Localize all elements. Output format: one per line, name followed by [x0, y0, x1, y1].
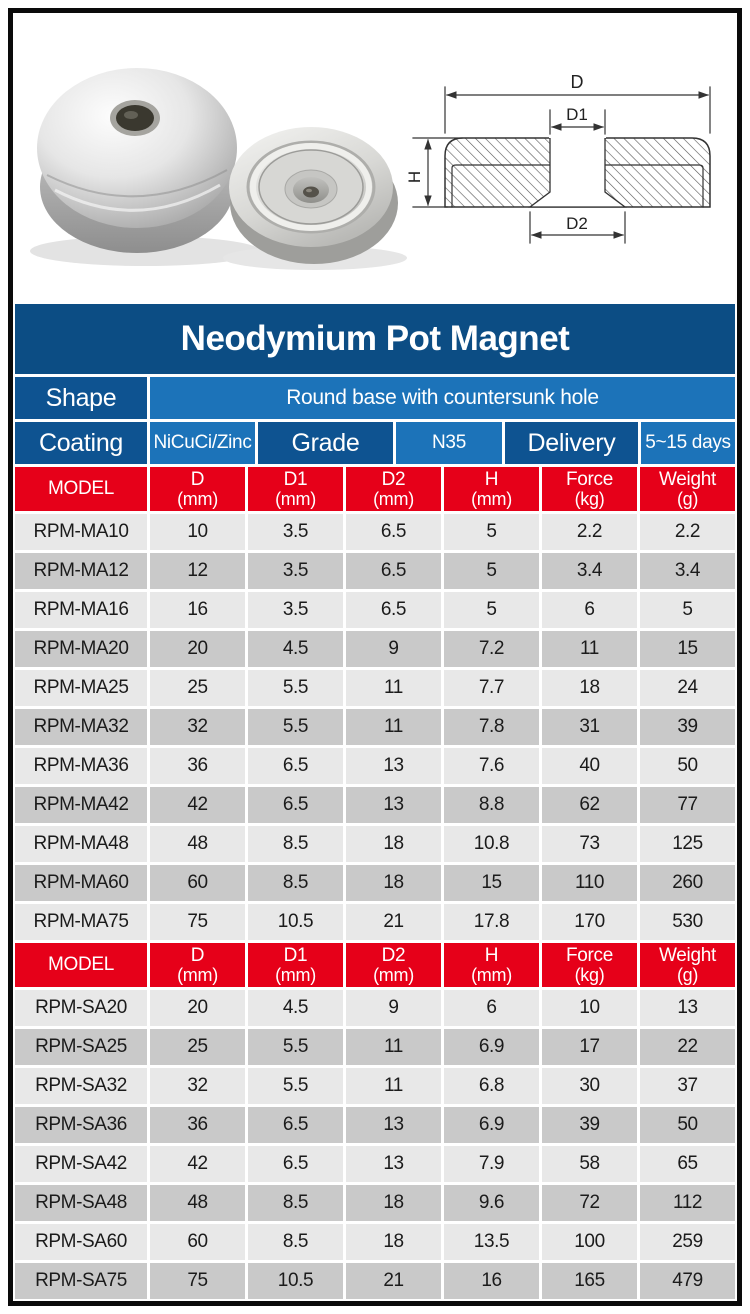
- value-cell: 10.5: [248, 904, 343, 940]
- value-cell: 21: [346, 1263, 441, 1299]
- dimension-label-d2: D2: [566, 214, 588, 233]
- value-cell: 11: [346, 670, 441, 706]
- dimension-label-h: H: [405, 170, 424, 184]
- column-header-line1: D1: [283, 945, 308, 967]
- model-cell: RPM-MA10: [15, 514, 147, 550]
- value-cell: 58: [542, 1146, 637, 1182]
- value-cell: 8.5: [248, 865, 343, 901]
- value-cell: 112: [640, 1185, 735, 1221]
- column-header: [542, 467, 637, 511]
- value-cell: 530: [640, 904, 735, 940]
- coating-label: Coating: [15, 422, 147, 464]
- value-cell: 7.6: [444, 748, 539, 784]
- model-cell: RPM-MA20: [15, 631, 147, 667]
- value-cell: 18: [346, 865, 441, 901]
- model-cell: RPM-MA48: [15, 826, 147, 862]
- value-cell: 5: [444, 592, 539, 628]
- model-cell: RPM-MA36: [15, 748, 147, 784]
- value-cell: 5.5: [248, 1068, 343, 1104]
- table-row: [15, 1029, 735, 1065]
- content-stack: [15, 304, 735, 1299]
- value-cell: 8.5: [248, 1224, 343, 1260]
- value-cell: 4.5: [248, 631, 343, 667]
- table-row: [15, 592, 735, 628]
- value-cell: 13: [346, 787, 441, 823]
- value-cell: 260: [640, 865, 735, 901]
- model-cell: RPM-SA75: [15, 1263, 147, 1299]
- value-cell: 77: [640, 787, 735, 823]
- model-cell: RPM-MA42: [15, 787, 147, 823]
- value-cell: 3.5: [248, 553, 343, 589]
- column-header-line1: D2: [381, 469, 406, 491]
- table-body-sa: [15, 990, 735, 1299]
- value-cell: 13: [346, 1146, 441, 1182]
- model-cell: RPM-SA25: [15, 1029, 147, 1065]
- value-cell: 11: [346, 1029, 441, 1065]
- column-header-line1: MODEL: [47, 478, 115, 500]
- value-cell: 42: [150, 787, 245, 823]
- model-cell: RPM-MA60: [15, 865, 147, 901]
- dimension-label-d1: D1: [566, 105, 588, 124]
- value-cell: 9: [346, 631, 441, 667]
- model-cell: RPM-SA32: [15, 1068, 147, 1104]
- column-header-line1: Force: [565, 469, 614, 491]
- value-cell: 2.2: [542, 514, 637, 550]
- pot-magnet-photo: [30, 68, 407, 270]
- value-cell: 8.5: [248, 1185, 343, 1221]
- spec-sheet: [8, 8, 742, 1306]
- value-cell: 39: [640, 709, 735, 745]
- value-cell: 6.5: [248, 787, 343, 823]
- value-cell: 18: [346, 826, 441, 862]
- column-header: [444, 467, 539, 511]
- value-cell: 17: [542, 1029, 637, 1065]
- model-cell: RPM-MA25: [15, 670, 147, 706]
- value-cell: 7.2: [444, 631, 539, 667]
- value-cell: 6.5: [346, 592, 441, 628]
- column-header-line1: D2: [381, 945, 406, 967]
- column-header: [542, 943, 637, 987]
- model-cell: RPM-MA32: [15, 709, 147, 745]
- value-cell: 37: [640, 1068, 735, 1104]
- value-cell: 170: [542, 904, 637, 940]
- value-cell: 11: [346, 1068, 441, 1104]
- value-cell: 30: [542, 1068, 637, 1104]
- table-header-ma: [15, 467, 735, 511]
- delivery-value: 5~15 days: [641, 422, 735, 464]
- table-row: [15, 990, 735, 1026]
- table-row: [15, 1224, 735, 1260]
- value-cell: 10.8: [444, 826, 539, 862]
- column-header-line1: H: [484, 945, 499, 967]
- value-cell: 13: [346, 748, 441, 784]
- value-cell: 7.7: [444, 670, 539, 706]
- column-header: [150, 943, 245, 987]
- value-cell: 18: [346, 1185, 441, 1221]
- value-cell: 48: [150, 1185, 245, 1221]
- value-cell: 259: [640, 1224, 735, 1260]
- value-cell: 62: [542, 787, 637, 823]
- value-cell: 75: [150, 1263, 245, 1299]
- value-cell: 2.2: [640, 514, 735, 550]
- value-cell: 32: [150, 709, 245, 745]
- column-header: [150, 467, 245, 511]
- value-cell: 6.8: [444, 1068, 539, 1104]
- model-cell: RPM-MA16: [15, 592, 147, 628]
- value-cell: 4.5: [248, 990, 343, 1026]
- value-cell: 3.5: [248, 514, 343, 550]
- value-cell: 479: [640, 1263, 735, 1299]
- cross-section-diagram: [405, 72, 710, 243]
- column-header-line2: (mm): [275, 488, 316, 509]
- column-header-line2: (mm): [373, 488, 414, 509]
- table-row: [15, 748, 735, 784]
- value-cell: 7.8: [444, 709, 539, 745]
- value-cell: 40: [542, 748, 637, 784]
- column-header-line1: D1: [283, 469, 308, 491]
- table-row: [15, 553, 735, 589]
- value-cell: 5: [640, 592, 735, 628]
- column-header-line1: D: [190, 469, 205, 491]
- large-pot-magnet: [37, 68, 237, 253]
- value-cell: 6.5: [346, 553, 441, 589]
- value-cell: 17.8: [444, 904, 539, 940]
- dimension-label-d: D: [570, 72, 584, 92]
- column-header-line2: (mm): [373, 964, 414, 985]
- shape-label: Shape: [15, 377, 147, 419]
- value-cell: 5.5: [248, 670, 343, 706]
- value-cell: 73: [542, 826, 637, 862]
- value-cell: 32: [150, 1068, 245, 1104]
- hero-graphic: [15, 15, 735, 301]
- grade-label: Grade: [258, 422, 393, 464]
- table-row: [15, 709, 735, 745]
- table-row: [15, 631, 735, 667]
- column-header: [15, 943, 147, 987]
- column-header-line1: D: [190, 945, 205, 967]
- value-cell: 36: [150, 748, 245, 784]
- value-cell: 21: [346, 904, 441, 940]
- value-cell: 11: [346, 709, 441, 745]
- value-cell: 18: [346, 1224, 441, 1260]
- column-header-line2: (mm): [275, 964, 316, 985]
- value-cell: 15: [444, 865, 539, 901]
- model-cell: RPM-SA42: [15, 1146, 147, 1182]
- column-header-line2: (g): [676, 964, 699, 985]
- table-row: [15, 826, 735, 862]
- value-cell: 72: [542, 1185, 637, 1221]
- value-cell: 25: [150, 670, 245, 706]
- value-cell: 9: [346, 990, 441, 1026]
- value-cell: 13: [640, 990, 735, 1026]
- coating-value: NiCuCi/Zinc: [150, 422, 255, 464]
- table-row: [15, 787, 735, 823]
- value-cell: 5.5: [248, 1029, 343, 1065]
- model-cell: RPM-SA48: [15, 1185, 147, 1221]
- value-cell: 6.9: [444, 1107, 539, 1143]
- value-cell: 20: [150, 990, 245, 1026]
- value-cell: 10.5: [248, 1263, 343, 1299]
- small-pot-magnet: [229, 127, 398, 264]
- value-cell: 16: [444, 1263, 539, 1299]
- value-cell: 110: [542, 865, 637, 901]
- value-cell: 13: [346, 1107, 441, 1143]
- table-row: [15, 1185, 735, 1221]
- value-cell: 3.4: [640, 553, 735, 589]
- value-cell: 50: [640, 1107, 735, 1143]
- column-header: [640, 943, 735, 987]
- table-row: [15, 904, 735, 940]
- value-cell: 165: [542, 1263, 637, 1299]
- column-header-line2: (mm): [471, 964, 512, 985]
- value-cell: 75: [150, 904, 245, 940]
- value-cell: 36: [150, 1107, 245, 1143]
- column-header: [346, 467, 441, 511]
- column-header-line2: (g): [676, 488, 699, 509]
- table-header-sa: [15, 943, 735, 987]
- value-cell: 13.5: [444, 1224, 539, 1260]
- shape-row: [15, 377, 735, 419]
- column-header: [15, 467, 147, 511]
- column-header-line1: Force: [565, 945, 614, 967]
- model-cell: RPM-SA20: [15, 990, 147, 1026]
- value-cell: 20: [150, 631, 245, 667]
- column-header-line1: H: [484, 469, 499, 491]
- value-cell: 100: [542, 1224, 637, 1260]
- column-header: [248, 943, 343, 987]
- model-cell: RPM-SA60: [15, 1224, 147, 1260]
- grade-value: N35: [396, 422, 502, 464]
- table-body-ma: [15, 514, 735, 940]
- value-cell: 15: [640, 631, 735, 667]
- column-header: [444, 943, 539, 987]
- value-cell: 3.5: [248, 592, 343, 628]
- value-cell: 18: [542, 670, 637, 706]
- column-header-line2: (mm): [177, 964, 218, 985]
- value-cell: 8.5: [248, 826, 343, 862]
- page-title: Neodymium Pot Magnet: [15, 304, 735, 374]
- table-row: [15, 1068, 735, 1104]
- column-header-line2: (mm): [177, 488, 218, 509]
- value-cell: 6.5: [248, 748, 343, 784]
- value-cell: 60: [150, 1224, 245, 1260]
- value-cell: 39: [542, 1107, 637, 1143]
- table-row: [15, 1107, 735, 1143]
- value-cell: 6.5: [248, 1146, 343, 1182]
- value-cell: 31: [542, 709, 637, 745]
- table-row: [15, 865, 735, 901]
- value-cell: 6: [542, 592, 637, 628]
- value-cell: 10: [542, 990, 637, 1026]
- shape-value: Round base with countersunk hole: [150, 377, 735, 419]
- value-cell: 7.9: [444, 1146, 539, 1182]
- column-header-line2: (kg): [574, 964, 605, 985]
- model-cell: RPM-SA36: [15, 1107, 147, 1143]
- column-header-line2: (mm): [471, 488, 512, 509]
- value-cell: 9.6: [444, 1185, 539, 1221]
- value-cell: 3.4: [542, 553, 637, 589]
- column-header: [346, 943, 441, 987]
- value-cell: 5: [444, 514, 539, 550]
- value-cell: 5.5: [248, 709, 343, 745]
- value-cell: 8.8: [444, 787, 539, 823]
- value-cell: 6.5: [248, 1107, 343, 1143]
- value-cell: 6: [444, 990, 539, 1026]
- value-cell: 125: [640, 826, 735, 862]
- model-cell: RPM-MA75: [15, 904, 147, 940]
- value-cell: 65: [640, 1146, 735, 1182]
- table-row: [15, 1263, 735, 1299]
- value-cell: 42: [150, 1146, 245, 1182]
- coating-row: [15, 422, 735, 464]
- delivery-label: Delivery: [505, 422, 638, 464]
- column-header-line1: MODEL: [47, 954, 115, 976]
- value-cell: 5: [444, 553, 539, 589]
- value-cell: 48: [150, 826, 245, 862]
- column-header-line2: (kg): [574, 488, 605, 509]
- value-cell: 50: [640, 748, 735, 784]
- value-cell: 25: [150, 1029, 245, 1065]
- value-cell: 11: [542, 631, 637, 667]
- value-cell: 24: [640, 670, 735, 706]
- value-cell: 6.9: [444, 1029, 539, 1065]
- column-header: [248, 467, 343, 511]
- column-header-line1: Weight: [659, 945, 716, 967]
- table-row: [15, 670, 735, 706]
- value-cell: 10: [150, 514, 245, 550]
- value-cell: 12: [150, 553, 245, 589]
- value-cell: 60: [150, 865, 245, 901]
- column-header-line1: Weight: [659, 469, 716, 491]
- model-cell: RPM-MA12: [15, 553, 147, 589]
- table-row: [15, 1146, 735, 1182]
- hero-section: [15, 15, 735, 301]
- value-cell: 6.5: [346, 514, 441, 550]
- column-header: [640, 467, 735, 511]
- value-cell: 16: [150, 592, 245, 628]
- table-row: [15, 514, 735, 550]
- value-cell: 22: [640, 1029, 735, 1065]
